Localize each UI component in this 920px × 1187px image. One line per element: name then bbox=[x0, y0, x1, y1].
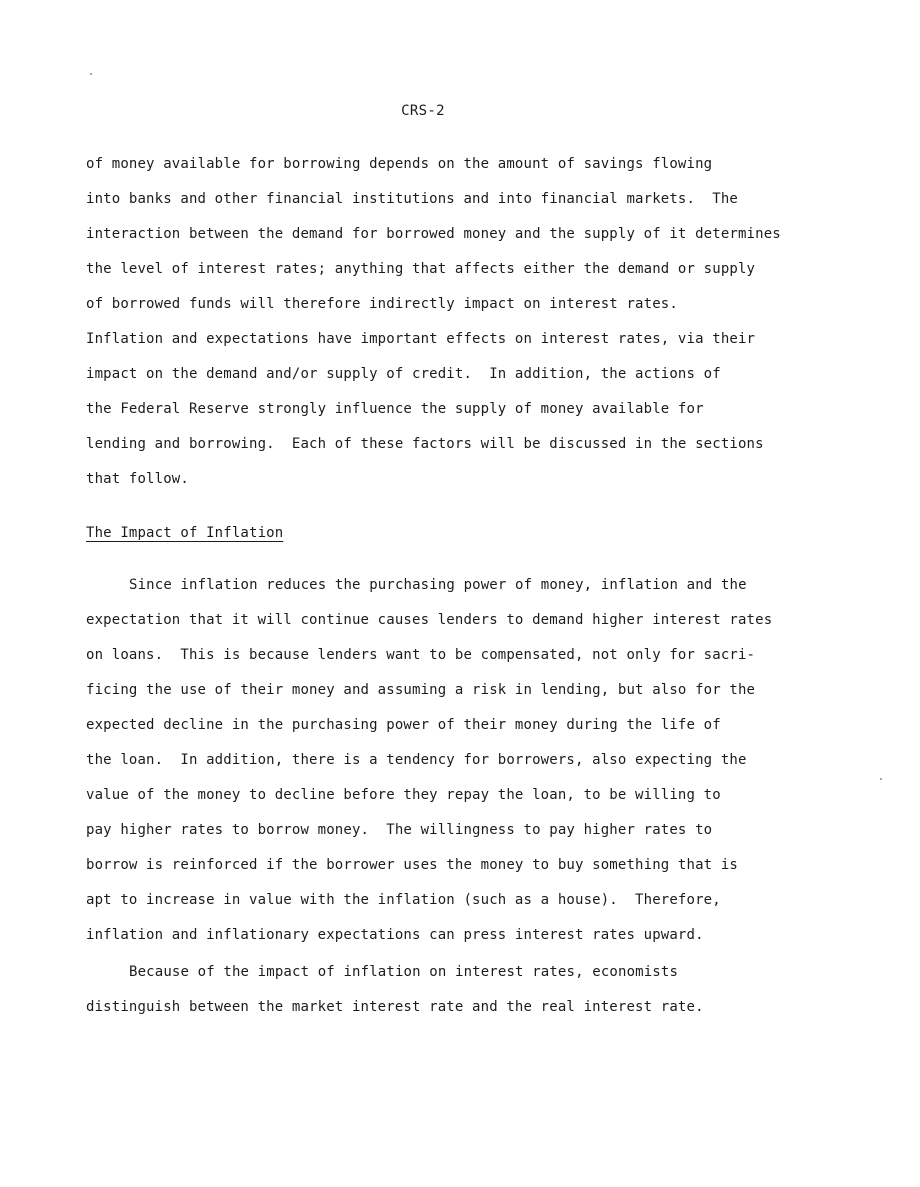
page-number: CRS-2 bbox=[401, 103, 445, 119]
section-heading-impact-of-inflation: The Impact of Inflation bbox=[86, 525, 284, 541]
text-line: inflation and inflationary expectations can press interest rates upward. bbox=[86, 927, 704, 943]
text-line: into banks and other financial institutions and into financial markets. The bbox=[86, 191, 738, 207]
text-line: ficing the use of their money and assuming a risk in lending, but also for the bbox=[86, 682, 756, 698]
text-line: expectation that it will continue causes lenders to demand higher interest rates bbox=[86, 612, 773, 628]
text-line: of money available for borrowing depends on the amount of savings flowing bbox=[86, 156, 713, 172]
text-line: impact on the demand and/or supply of credit. In addition, the actions of bbox=[86, 366, 721, 382]
text-line: apt to increase in value with the inflation (such as a house). Therefore, bbox=[86, 892, 721, 908]
text-line: the Federal Reserve strongly influence the supply of money available for bbox=[86, 401, 704, 417]
text-line: Because of the impact of inflation on interest rates, economists bbox=[129, 964, 679, 980]
text-line: pay higher rates to borrow money. The willingness to pay higher rates to bbox=[86, 822, 713, 838]
text-line: Since inflation reduces the purchasing power of money, inflation and the bbox=[129, 577, 747, 593]
text-line: borrow is reinforced if the borrower uses the money to buy something that is bbox=[86, 857, 738, 873]
text-line: the loan. In addition, there is a tendency for borrowers, also expecting the bbox=[86, 752, 747, 768]
scan-speck bbox=[90, 73, 92, 75]
paragraph-inflation bbox=[86, 568, 826, 953]
text-line: Inflation and expectations have important effects on interest rates, via their bbox=[86, 331, 756, 347]
text-line: expected decline in the purchasing power of their money during the life of bbox=[86, 717, 721, 733]
text-line: lending and borrowing. Each of these factors will be discussed in the sections bbox=[86, 436, 764, 452]
text-line: on loans. This is because lenders want to be compensated, not only for sacri- bbox=[86, 647, 756, 663]
text-line: that follow. bbox=[86, 471, 189, 487]
paragraph-intro bbox=[86, 147, 826, 497]
text-line: interaction between the demand for borrowed money and the supply of it determines bbox=[86, 226, 781, 242]
text-line: the level of interest rates; anything that affects either the demand or supply bbox=[86, 261, 756, 277]
text-line: of borrowed funds will therefore indirectly impact on interest rates. bbox=[86, 296, 678, 312]
text-line: value of the money to decline before they repay the loan, to be willing to bbox=[86, 787, 721, 803]
scan-speck bbox=[880, 778, 882, 780]
text-line: distinguish between the market interest rate and the real interest rate. bbox=[86, 999, 704, 1015]
paragraph-real-interest bbox=[86, 955, 826, 1025]
